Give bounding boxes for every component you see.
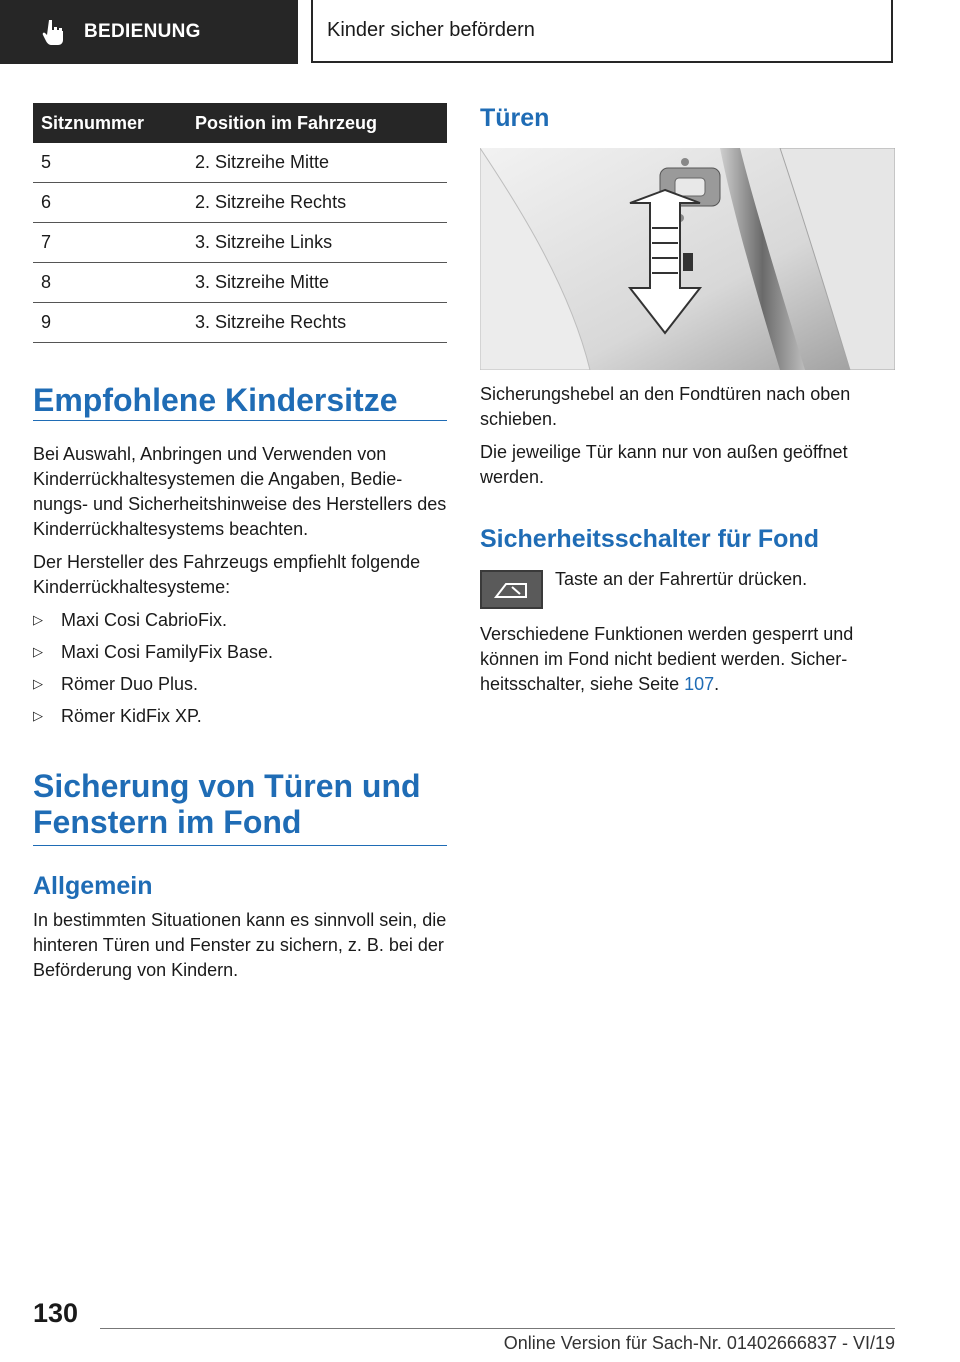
paragraph-text: Verschiedene Funktionen werden gesperrt und können im Fond nicht bedient werden. Sicher-heitsschalter, siehe Seite <box>480 624 854 694</box>
page-reference-link[interactable]: 107 <box>684 674 715 694</box>
window-lock-switch-icon <box>480 570 543 609</box>
section-tab <box>0 0 298 64</box>
switch-instruction: Taste an der Fahrertür drücken. <box>555 569 808 589</box>
switch-description <box>480 622 895 697</box>
paragraph: Sicherungshebel an den Fondtüren nach oben schieben. <box>480 384 851 429</box>
column-header: Position im Fahrzeug <box>195 103 447 143</box>
list-item-text: Maxi Cosi FamilyFix Base. <box>61 641 274 662</box>
triangle-bullet-icon: ▷ <box>33 708 43 723</box>
page-number: 130 <box>33 1298 79 1328</box>
table-row <box>33 183 447 223</box>
list-item <box>33 700 447 732</box>
paragraph: Der Hersteller des Fahrzeugs empfiehlt folgende Kinderrückhaltesysteme: <box>33 552 421 597</box>
allgemein-text: In bestimmten Situationen kann es sinnvoll sein, die hinteren Türen und Fenster zu sichern, z. B. bei der Beförderung von Kindern. <box>33 910 447 980</box>
list-item-text: Maxi Cosi CabrioFix. <box>61 609 228 630</box>
list-item <box>33 636 447 668</box>
heading-rule <box>33 845 447 846</box>
door-lock-lever-photo <box>480 148 895 370</box>
paragraph-text: . <box>714 674 720 694</box>
list-item-text: Römer Duo Plus. <box>61 673 199 694</box>
table-cell: 8 <box>33 263 195 303</box>
table-cell: 3. Sitzreihe Mitte <box>195 263 447 303</box>
heading-rule <box>33 420 447 421</box>
heading-kindersitze: Empfohlene Kindersitze <box>33 382 398 418</box>
table-row <box>33 263 447 303</box>
table-cell: 6 <box>33 183 195 223</box>
triangle-bullet-icon: ▷ <box>33 612 43 627</box>
section-label: BEDIENUNG <box>84 21 201 42</box>
table-row <box>33 143 447 183</box>
heading-sicherheitsschalter: Sicherheitsschalter für Fond <box>480 525 819 553</box>
tueren-text <box>480 382 895 498</box>
table-header-row <box>33 103 447 143</box>
triangle-bullet-icon: ▷ <box>33 644 43 659</box>
heading-line: Fenstern im Fond <box>33 804 302 840</box>
heading-sicherung <box>33 768 447 840</box>
list-item <box>33 604 447 636</box>
table-cell: 2. Sitzreihe Rechts <box>195 183 447 223</box>
column-header: Sitznummer <box>33 103 195 143</box>
heading-tueren: Türen <box>480 104 550 132</box>
kindersitze-text <box>33 442 447 608</box>
heading-line: Sicherung von Türen und <box>33 768 421 804</box>
table-cell: 7 <box>33 223 195 263</box>
recommended-seat-list <box>33 604 447 732</box>
list-item <box>33 668 447 700</box>
table-row <box>33 303 447 343</box>
table-cell: 9 <box>33 303 195 343</box>
heading-allgemein: Allgemein <box>33 872 153 900</box>
table-cell: 3. Sitzreihe Rechts <box>195 303 447 343</box>
triangle-bullet-icon: ▷ <box>33 676 43 691</box>
seat-table <box>33 103 447 343</box>
hand-pointer-icon <box>42 19 66 45</box>
table-cell: 2. Sitzreihe Mitte <box>195 143 447 183</box>
chapter-title: Kinder sicher befördern <box>311 0 893 63</box>
table-cell: 5 <box>33 143 195 183</box>
table-row <box>33 223 447 263</box>
paragraph: Die jeweilige Tür kann nur von außen geöffnet werden. <box>480 442 848 487</box>
list-item-text: Römer KidFix XP. <box>61 705 202 726</box>
table-cell: 3. Sitzreihe Links <box>195 223 447 263</box>
paragraph: Bei Auswahl, Anbringen und Verwenden von Kinderrückhaltesystemen die Angaben, Bedie-nungs- und Sicherheitshinweise des Herstellers des Kinderrückhaltesystems beachten. <box>33 444 447 539</box>
footer-version-text: Online Version für Sach-Nr. 01402666837 - VI/19 <box>503 1333 895 1353</box>
footer-rule <box>100 1328 895 1329</box>
